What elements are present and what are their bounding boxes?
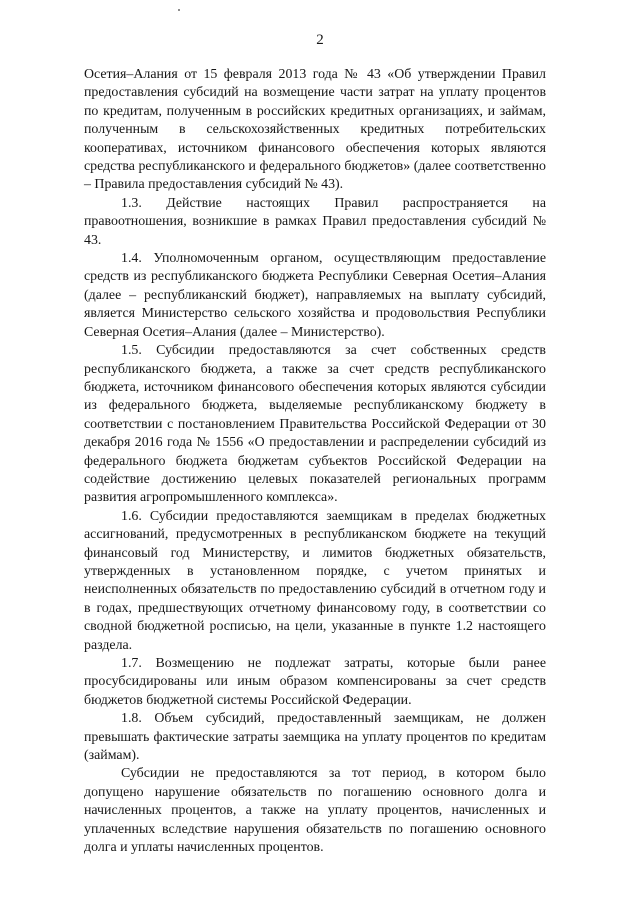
paragraph-1-4: 1.4. Уполномоченным органом, осуществляющим предоставление средств из республиканского бюджета Республики Северная Осетия–Алания (далее – республиканский бюджет), направляемых на выплату субсидий, является Министерство сельского хозяйства и продовольствия Республики Северная Осетия–Алания (далее – Министерство).	[84, 251, 546, 340]
paragraph-1-8: 1.8. Объем субсидий, предоставленный заемщикам, не должен превышать фактические затраты заемщика на уплату процентов по кредитам (займам).	[84, 711, 546, 764]
paragraph-1-3: 1.3. Действие настоящих Правил распространяется на правоотношения, возникшие в рамках Правил предоставления субсидий № 43.	[84, 195, 546, 248]
paragraph-subsidy-exclusion: Субсидии не предоставляются за тот период, в котором было допущено нарушение обязательств по погашению основного долга и начисленных процентов, а также на уплату процентов, начисленных и уплаченных вследствие нарушения обязательств по погашению основного долга и уплаты начисленных процентов.	[84, 766, 546, 856]
page-number: 2	[316, 32, 324, 48]
scan-artifact-dot	[178, 9, 180, 11]
paragraph-1-7: 1.7. Возмещению не подлежат затраты, которые были ранее просубсидированы или иным образом компенсированы за счет средств бюджетов бюджетной системы Российской Федерации.	[84, 656, 546, 708]
paragraph-1-6: 1.6. Субсидии предоставляются заемщикам в пределах бюджетных ассигнований, предусмотренных в республиканском бюджете на текущий финансовый год Министерству, и лимитов бюджетных обязательств, утвержденных в установленном порядке, с учетом принятых и неисполненных обязательств по предоставлению субсидий в отчетном году и в годах, предшествующих отчетному финансовому году, в соответствии со сводной бюджетной росписью, на цели, указанные в пункте 1.2 настоящего раздела.	[84, 508, 546, 653]
document-body	[84, 66, 546, 857]
paragraph-continuation: Осетия–Алания от 15 февраля 2013 года № 43 «Об утверждении Правил предоставления субсидий на возмещение части затрат на уплату процентов по кредитам, полученным в российских кредитных организациях, и займам, полученным в сельскохозяйственных кредитных потребительских кооперативах, источником финансового обеспечения которых являются средства республиканского и федерального бюджетов» (далее соответственно – Правила предоставления субсидий № 43).	[84, 67, 546, 193]
paragraph-1-5: 1.5. Субсидии предоставляются за счет собственных средств республиканского бюджета, а также за счет средств республиканского бюджета, источником финансового обеспечения которых являются субсидии из федерального бюджета, выделяемые республиканскому бюджету в соответствии с постановлением Правительства Российской Федерации от 30 декабря 2016 года № 1556 «О предоставлении и распределении субсидий из федерального бюджета бюджетам субъектов Российской Федерации на содействие достижению целевых показателей региональных программ развития агропромышленного комплекса».	[84, 343, 546, 506]
